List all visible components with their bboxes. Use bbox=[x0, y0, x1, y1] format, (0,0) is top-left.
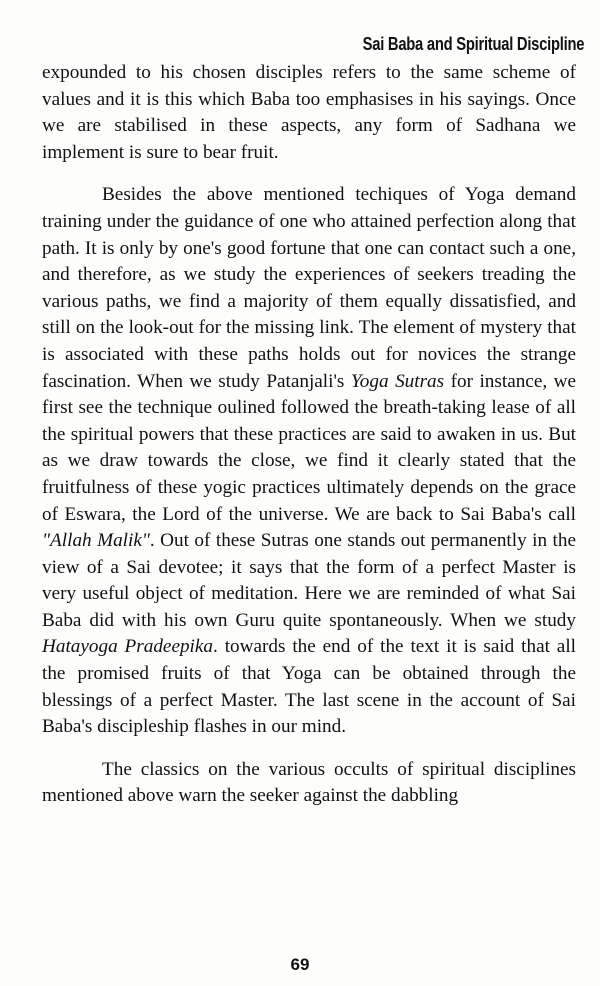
paragraph-text: Besides the above mentioned techiques of Yoga demand training under the guidance of one who attained perfection along that path. It is only by one's good fortune that one can contact such a one, and therefore, as we study the experiences of seekers treading the various paths, we find a majority of them equally dissatisfied, and still on the look-out for the missing link. The element of mystery that is associated with these paths holds out for novices the strange fascination. When we study Patanjali's bbox=[42, 184, 576, 392]
paragraph-text: . towards the end of the text it is said that all the promised fruits of that Yoga can be obtained through the blessings of a perfect Master. The last scene in the account of Sai Baba's discipleship flashes in our mind. bbox=[42, 636, 576, 738]
book-title-hatayoga-pradeepika: Hatayoga Pradeepika bbox=[42, 636, 214, 658]
body-text bbox=[42, 60, 576, 810]
paragraph-text: . Out of these Sutras one stands out permanently in the view of a Sai devotee; it says that the form of a perfect Master is very useful object of meditation. Here we are reminded of what Sai Baba did with his own Guru quite spontaneously. When we study bbox=[42, 530, 576, 631]
paragraph-text: for instance, we first see the technique oulined followed the breath-taking lease of all the spiritual powers that these practices are said to awaken in us. But as we draw towards the close, we find it clearly stated that the fruitfulness of these yogic practices ultimately depends on the grace of Eswara, the Lord of the universe. We are back to Sai Baba's call bbox=[42, 370, 576, 525]
paragraph: The classics on the various occults of spiritual disciplines mentioned above warn the seeker against the dabbling bbox=[42, 758, 576, 807]
running-head: Sai Baba and Spiritual Discipline bbox=[362, 34, 584, 54]
quote-allah-malik: "Allah Malik" bbox=[42, 530, 150, 552]
book-title-yoga-sutras: Yoga Sutras bbox=[350, 370, 445, 392]
paragraph: expounded to his chosen disciples refers to the same scheme of values and it is this which Baba too emphasises in his sayings. Once we are stabilised in these aspects, any form of Sadhana we implement is sure to bear fruit. bbox=[42, 62, 576, 163]
paragraph bbox=[42, 182, 576, 740]
page-number: 69 bbox=[290, 955, 310, 974]
